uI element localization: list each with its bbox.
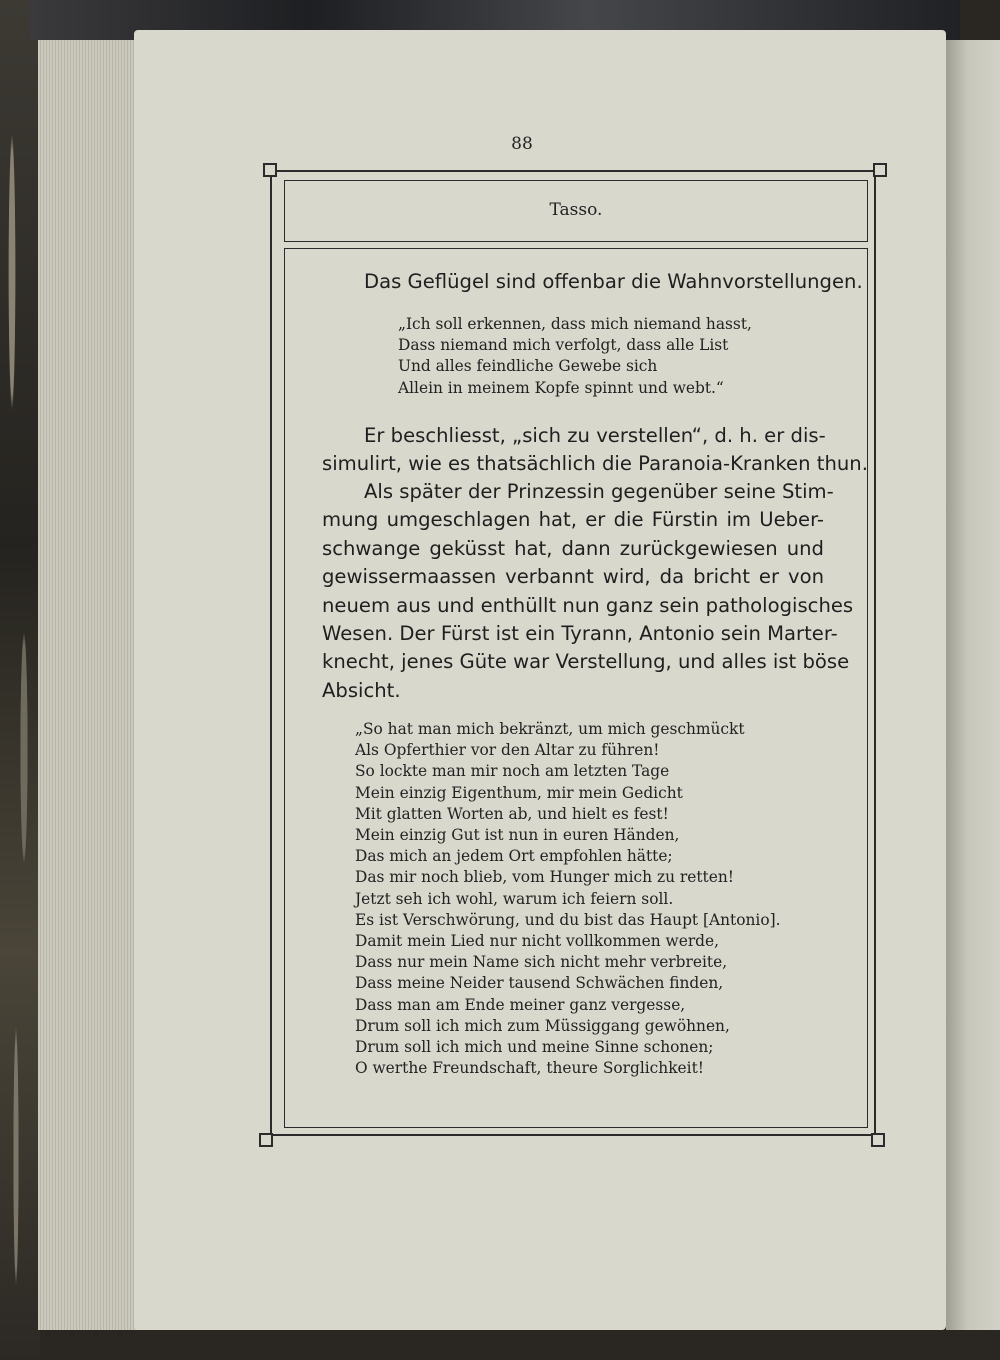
verse-line: Das mir noch blieb, vom Hunger mich zu retten! bbox=[355, 868, 734, 887]
verse-line: „Ich soll erkennen, dass mich niemand hasst, bbox=[398, 315, 752, 333]
verse-line: Es ist Verschwörung, und du bist das Haupt [Antonio]. bbox=[355, 910, 781, 929]
running-head: Tasso. bbox=[549, 200, 603, 220]
verse-line: So lockte man mir noch am letzten Tage bbox=[355, 762, 670, 781]
frame-corner-top-left bbox=[263, 163, 277, 177]
verse-line: Dass nur mein Name sich nicht mehr verbreite, bbox=[355, 953, 728, 972]
verse-line: Dass niemand mich verfolgt, dass alle List bbox=[398, 336, 729, 355]
verse-line: Drum soll ich mich und meine Sinne schonen; bbox=[355, 1038, 714, 1057]
verse-quote-1 bbox=[398, 314, 752, 399]
paragraph-2 bbox=[322, 478, 854, 705]
verse-quote-2 bbox=[355, 719, 781, 1079]
text-line: Er beschliesst, „sich zu verstellen“, d. h. er dis- bbox=[364, 424, 826, 447]
facing-page-edge bbox=[946, 40, 1000, 1330]
paragraph-1 bbox=[322, 422, 868, 479]
verse-line: Mein einzig Gut ist nun in euren Händen, bbox=[355, 826, 680, 845]
text-line: schwange geküsst hat, dann zurückgewiesen und bbox=[322, 536, 824, 560]
text-line: knecht, jenes Güte war Verstellung, und alles ist böse bbox=[322, 650, 850, 674]
page-number: 88 bbox=[511, 134, 533, 154]
page-stack-edge bbox=[38, 40, 138, 1330]
frame-corner-bottom-right bbox=[871, 1133, 885, 1147]
text-line: Als später der Prinzessin gegenüber seine Stim- bbox=[364, 480, 834, 503]
text-line: Das Geflügel sind offenbar die Wahnvorstellungen. bbox=[364, 270, 863, 293]
verse-line: Als Opferthier vor den Altar zu führen! bbox=[355, 741, 660, 760]
text-line: gewissermaassen verbannt wird, da bricht er von bbox=[322, 565, 824, 589]
text-line: mung umgeschlagen hat, er die Fürstin im Ueber- bbox=[322, 508, 824, 532]
frame-corner-top-right bbox=[873, 163, 887, 177]
verse-line: Damit mein Lied nur nicht vollkommen werde, bbox=[355, 932, 720, 951]
verse-line: Jetzt seh ich wohl, warum ich feiern soll. bbox=[355, 889, 674, 908]
verse-line: Dass man am Ende meiner ganz vergesse, bbox=[355, 995, 686, 1014]
verse-line: „So hat man mich bekränzt, um mich geschmückt bbox=[355, 720, 745, 738]
verse-line: Und alles feindliche Gewebe sich bbox=[398, 357, 658, 376]
verse-line: O werthe Freundschaft, theure Sorglichkeit! bbox=[355, 1059, 704, 1078]
heading-line bbox=[364, 268, 863, 296]
verse-line: Allein in meinem Kopfe spinnt und webt.“ bbox=[398, 378, 724, 397]
verse-line: Das mich an jedem Ort empfohlen hätte; bbox=[355, 847, 673, 866]
text-line: neuem aus und enthüllt nun ganz sein pathologisches bbox=[322, 593, 854, 617]
verse-line: Mein einzig Eigenthum, mir mein Gedicht bbox=[355, 783, 683, 802]
verse-line: Mit glatten Worten ab, und hielt es fest! bbox=[355, 804, 669, 823]
book-cover-marbled bbox=[0, 0, 40, 1360]
verse-line: Dass meine Neider tausend Schwächen finden, bbox=[355, 974, 724, 993]
text-line: Absicht. bbox=[322, 678, 401, 702]
text-line: simulirt, wie es thatsächlich die Paranoia-Kranken thun. bbox=[322, 452, 868, 476]
text-line: Wesen. Der Fürst ist ein Tyrann, Antonio sein Marter- bbox=[322, 622, 838, 646]
frame-corner-bottom-left bbox=[259, 1133, 273, 1147]
verse-line: Drum soll ich mich zum Müssiggang gewöhnen, bbox=[355, 1016, 730, 1035]
